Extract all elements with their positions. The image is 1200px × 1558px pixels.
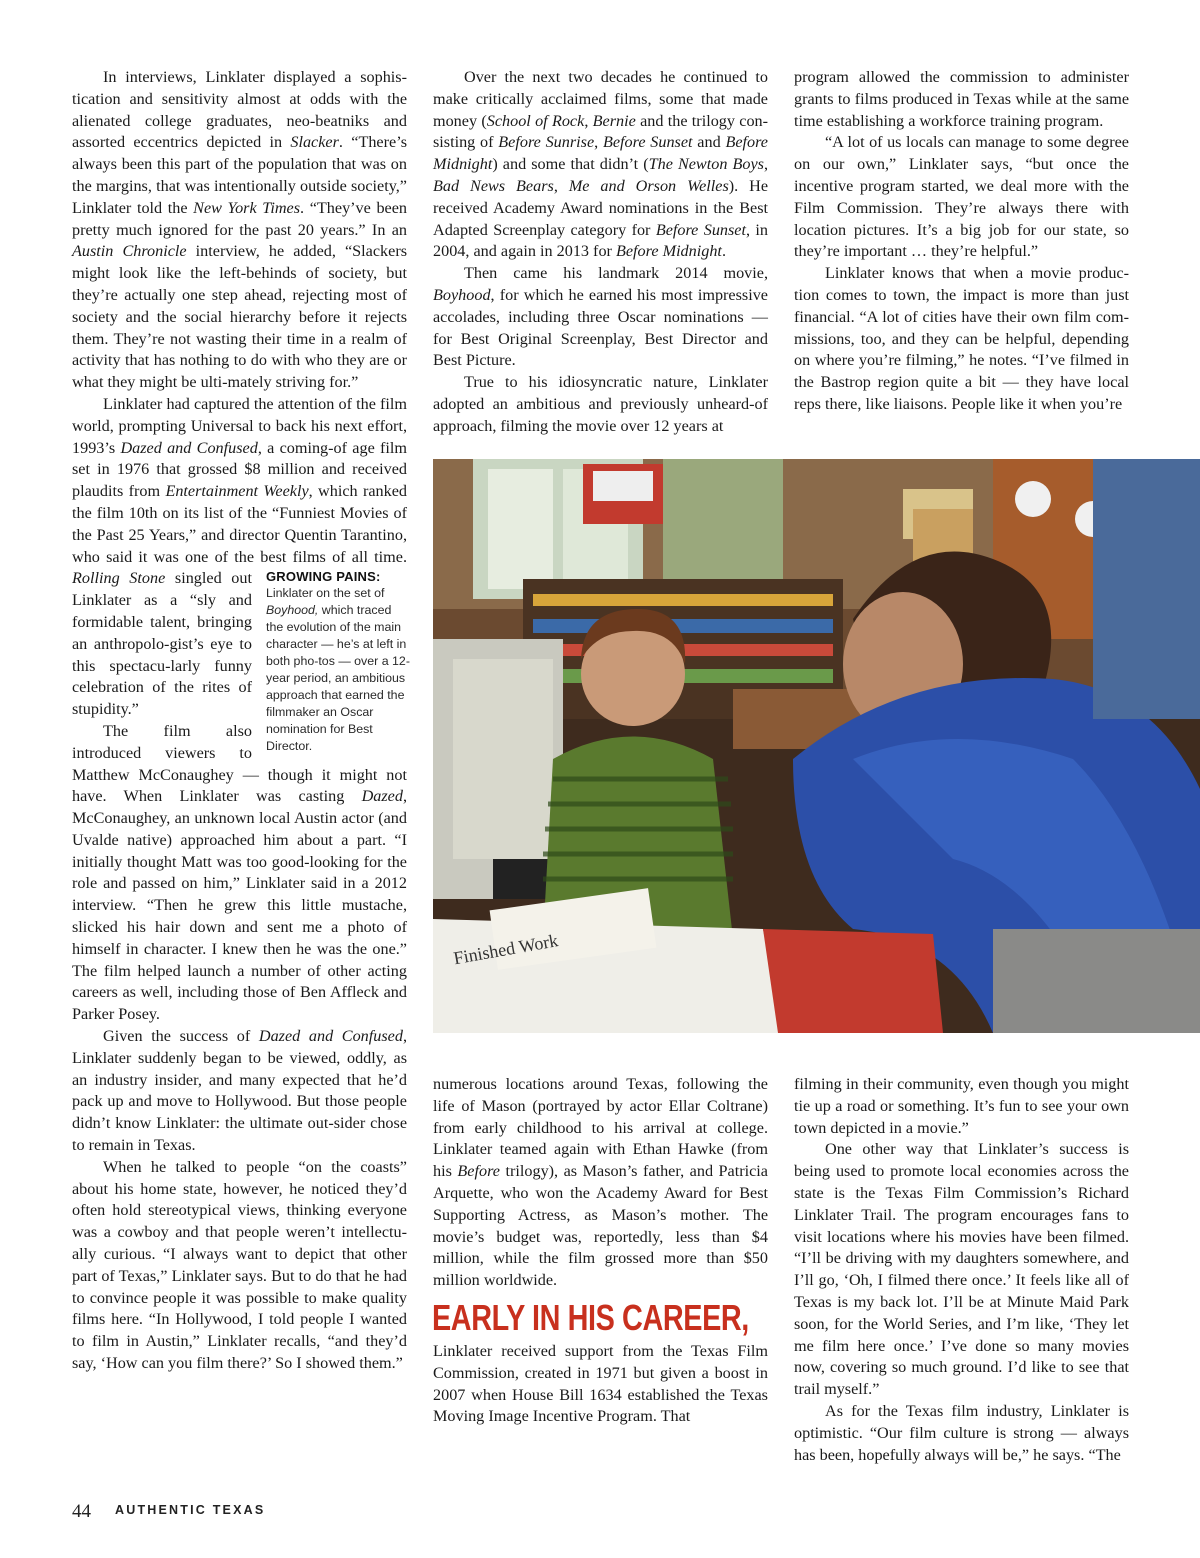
paragraph: In interviews, Linklater displayed a sophis-tication and sensitivity almost at odds with the alienated college graduates, neo-beatniks and assorted eccentrics depicted in Slacker. “There’s always been this part of the population that was on the margins, that was intentionally outside society,” Linklater told the New York Times. “They’ve been pretty much ignored for the past 20 years.” In an Austin Chronicle interview, he added, “Slackers might look like the left-behinds of society, but they’re actually one step ahead, rejecting most of society and the social hierarchy before it rejects them. They’re not wasting their time in a realm of activity that has nothing to do with who they are or what they might be ulti-mately striving for.” <box>72 68 408 392</box>
paragraph: filming in their community, even though you might tie up a road or something. It’s fun to see your own town depicted in a movie.” <box>794 1075 1129 1137</box>
paragraph: Linklater had captured the attention of the film world, prompting Universal to back his next effort, 1993’s Dazed and Confused, a coming-of age film set in 1976 that grossed $8 million and received plaudits from Entertainment Weekly, which ranked the film 10th on its list of the “Funniest Movies of the Past 25 Years,” and director Quentin Tarantino, who said it was one of the best films of all time. GROWING PAINS: Linklater on the set of Boyhood, which traced the evolution of the main character — he’s at left in both pho-tos — over a 12-year period, an ambitious approach that earned the filmmaker an Oscar nomination for Best Director. Rolling Stone singled out Linklater as a “sly and formidable talent, bringing an anthropolo-gist’s eye to this spectacu-larly funny celebration of the rites of stupidity.” <box>72 394 410 754</box>
paragraph: Linklater received support from the Texas Film Commission, created in 1971 but given a boost in 2007 when House Bill 1634 established the Texas Moving Image Incentive Program. That <box>433 1342 768 1426</box>
paragraph: Over the next two decades he continued to make critically acclaimed films, some that made money (School of Rock, Bernie and the trilogy con-sisting of Before Sunrise, Before Sunset and Before Midnight) and some that didn’t (The Newton Boys, Bad News Bears, Me and Orson Welles). He received Academy Award nominations in the Best Adapted Screenplay category for Before Sunset, in 2004, and again in 2013 for Before Midnight. <box>433 68 769 261</box>
paragraph: When he talked to people “on the coasts” about his home state, however, he noticed they’d often hold stereotypical views, thinking everyone was a cowboy and that people weren’t intellectu-ally curious. “I always want to depict that other part of Texas,” Linklater says. But to do that he had to convince people it was possible to make quality films here. “In Hollywood, I told people I wanted to film in Austin,” Linklater recalls, “and they’d say, ‘How can you film there?’ So I showed them.” <box>72 1157 407 1373</box>
article-column-2-bottom <box>433 1074 768 1292</box>
boyhood-set-photo <box>433 459 1200 1033</box>
paragraph: “A lot of us locals can manage to some degree on our own,” Linklater says, “but once the incentive program started, we deal more with the Film Commission. They’re always there with location pictures. It’s a big job for our state, so they’re important … they’re helpful.” <box>794 133 1129 261</box>
paragraph: Linklater knows that when a movie produc-tion comes to town, the impact is more than just financial. “A lot of cities have their own film com-missions, too, and they can be helpful, depending on where you’re filming,” he notes. “I’ve filmed in the Bastrop region quite a bit — they have local reps there, like liaisons. People like it when you’re <box>794 264 1129 413</box>
paragraph: The film also introduced viewers to Matthew McConaughey — though it might not have. When Linklater was casting Dazed, McConaughey, an unknown local Austin actor (and Uvalde native) approached him about a part. “I initially thought Matt was too good-looking for the role and passed on him,” Linklater said in a 2012 interview. “Then he grew this little mustache, slicked his hair down and sent me a photo of himself in character. I knew then he was the one.” The film helped launch a number of other acting careers as well, including those of Ben Affleck and Parker Posey. <box>72 721 407 1024</box>
classroom-scene-illustration <box>433 459 1200 1033</box>
paragraph: program allowed the commission to administer grants to films produced in Texas while at the same time establishing a workforce training program. <box>794 68 1129 130</box>
article-column-2-end <box>433 1341 768 1428</box>
paragraph: numerous locations around Texas, following the life of Mason (portrayed by actor Ellar Coltrane) from early childhood to his arrival at college. Linklater teamed again with Ethan Hawke (from his Before trilogy), as Mason’s father, and Patricia Arquette, who won the Academy Award for Best Supporting Actress, as Mason’s mother. The movie’s budget was, reportedly, less than $4 million, while the film grossed more than $50 million worldwide. <box>433 1075 768 1290</box>
paragraph: One other way that Linklater’s success is being used to promote local economies across the state is the Texas Film Commission’s Richard Linklater Trail. The program encourages fans to visit locations where his movies have been filmed. “I’ll be driving with my daughters somewhere, and I’ll go, ‘Oh, I filmed there once.’ It feels like all of Texas is my back lot. I’ll be at Minute Maid Park soon, for the World Series, and I’m like, ‘They let me film here once.’ I’ve done so many movies now, covering so much ground. I’d like to see that trail myself.” <box>794 1140 1129 1399</box>
page-number: 44 <box>72 1501 91 1522</box>
paragraph: Given the success of Dazed and Confused, Linklater suddenly began to be viewed, oddly, as an industry insider, and many expected that he’d pack up and move to Hollywood. But those people didn’t know Linklater: the ultimate out-sider chose to remain in Texas. <box>72 1027 407 1155</box>
paragraph: As for the Texas film industry, Linklater is optimistic. “Our film culture is strong — always has been, hopefully always will be,” he says. “The <box>794 1401 1129 1464</box>
finished-work-sign: Finished Work <box>452 930 560 969</box>
caption-heading: GROWING PAINS: <box>266 569 381 585</box>
paragraph: Then came his landmark 2014 movie, Boyhood, for which he earned his most impressive accolades, including three Oscar nominations — for Best Original Screenplay, Best Director and Best Picture. <box>433 264 768 370</box>
section-subhead: EARLY IN HIS CAREER, <box>432 1297 749 1338</box>
article-column-2-top <box>433 67 768 438</box>
article-column-1 <box>72 67 410 1375</box>
photo-caption: GROWING PAINS: Linklater on the set of Boyhood, which traced the evolution of the main character — he’s at left in both pho-tos — over a 12-year period, an ambitious approach that earned the filmmaker an Oscar nomination for Best Director. <box>266 569 410 754</box>
article-column-3-bottom <box>794 1074 1129 1466</box>
paragraph: True to his idiosyncratic nature, Linklater adopted an ambitious and previously unheard-of approach, filming the movie over 12 years at <box>433 373 768 435</box>
article-column-3-top <box>794 67 1129 416</box>
publication-name: AUTHENTIC TEXAS <box>115 1503 266 1517</box>
